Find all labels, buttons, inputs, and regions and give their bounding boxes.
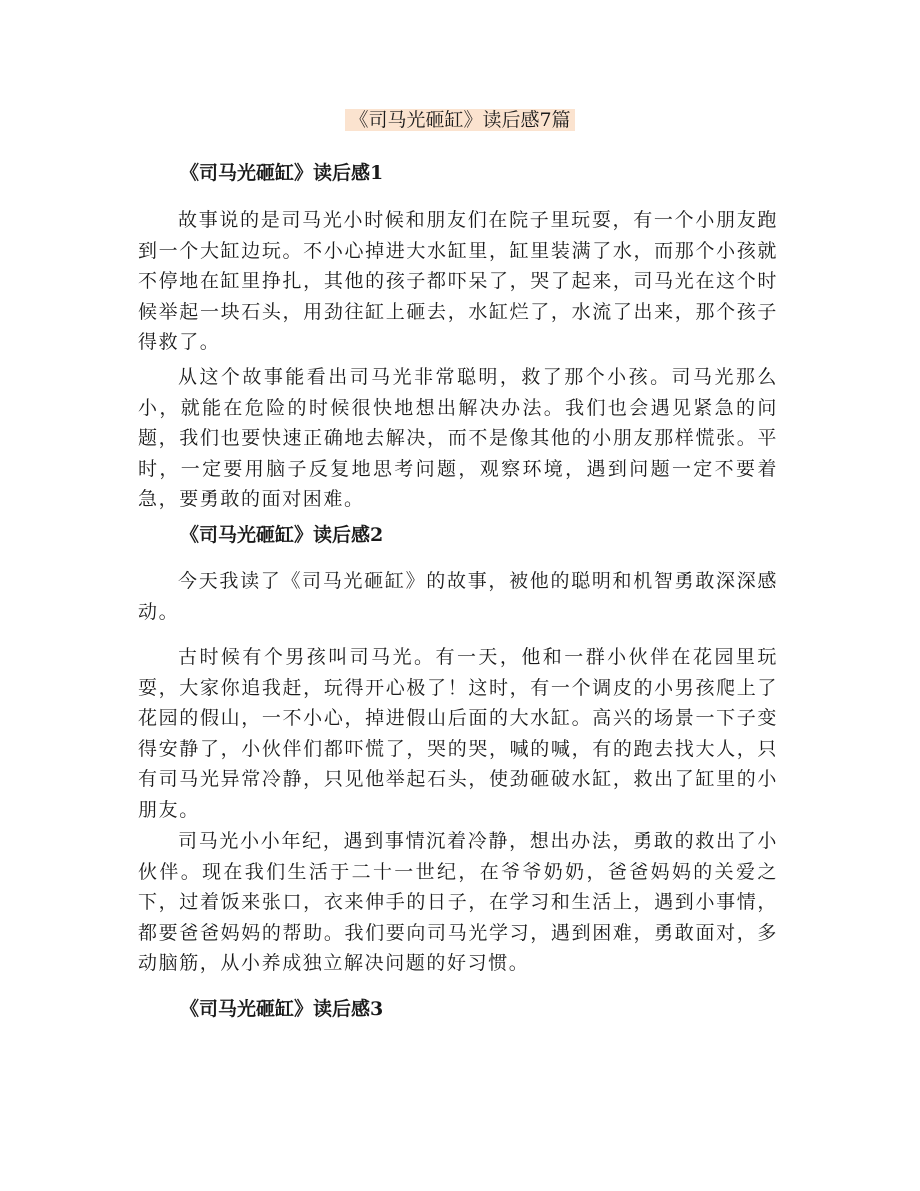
document-title [0, 106, 920, 134]
section-2-paragraph-2: 古时候有个男孩叫司马光。有一天，他和一群小伙伴在花园里玩耍，大家你追我赶，玩得开心极了！这时，有一个调皮的小男孩爬上了花园的假山，一不小心，掉进假山后面的大水缸。高兴的场景一下子变得安静了，小伙伴们都吓慌了，哭的哭，喊的喊，有的跑去找大人，只有司马光异常冷静，只见他举起石头，使劲砸破水缸，救出了缸里的小朋友。 [138, 646, 778, 821]
section-heading-2: 《司马光砸缸》读后感2 [180, 524, 384, 546]
section-2-paragraph-3: 司马光小小年纪，遇到事情沉着冷静，想出办法，勇敢的救出了小伙伴。现在我们生活于二十一世纪，在爷爷奶奶，爸爸妈妈的关爱之下，过着饭来张口，衣来伸手的日子，在学习和生活上，遇到小事情，都要爸爸妈妈的帮助。我们要向司马光学习，遇到困难，勇敢面对，多动脑筋，从小养成独立解决问题的好习惯。 [138, 830, 778, 974]
section-1-paragraph-2: 从这个故事能看出司马光非常聪明，救了那个小孩。司马光那么小，就能在危险的时候很快地想出解决办法。我们也会遇见紧急的问题，我们也要快速正确地去解决，而不是像其他的小朋友那样慌张。平时，一定要用脑子反复地思考问题，观察环境，遇到问题一定不要着急，要勇敢的面对困难。 [138, 366, 778, 510]
section-heading-3: 《司马光砸缸》读后感3 [180, 998, 384, 1020]
document-title-text: 《司马光砸缸》读后感7篇 [345, 109, 574, 131]
section-2-paragraph-1: 今天我读了《司马光砸缸》的故事，被他的聪明和机智勇敢深深感动。 [138, 570, 778, 623]
section-1-paragraph-1: 故事说的是司马光小时候和朋友们在院子里玩耍，有一个小朋友跑到一个大缸边玩。不小心掉进大水缸里，缸里装满了水，而那个小孩就不停地在缸里挣扎，其他的孩子都吓呆了，哭了起来，司马光在这个时候举起一块石头，用劲往缸上砸去，水缸烂了，水流了出来，那个孩子得救了。 [138, 209, 778, 353]
section-heading-1: 《司马光砸缸》读后感1 [180, 162, 384, 184]
